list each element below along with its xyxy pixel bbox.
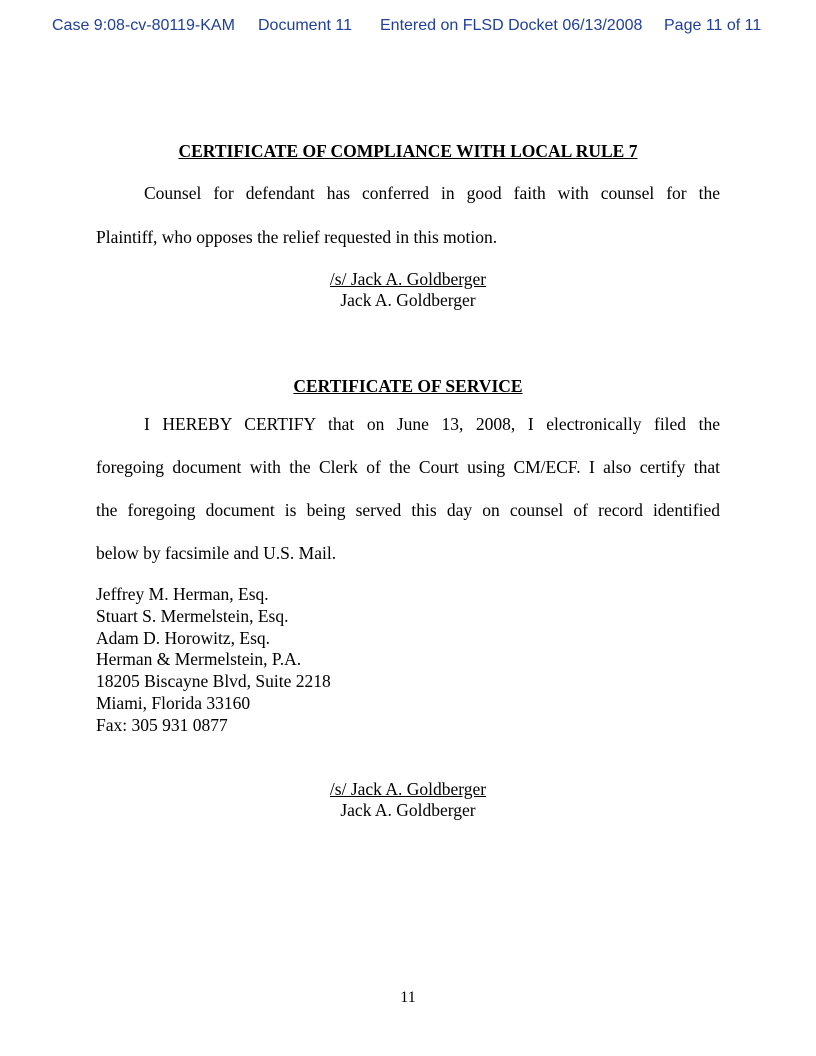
compliance-text-line: Plaintiff, who opposes the relief requested in this motion. — [96, 227, 498, 247]
service-heading: CERTIFICATE OF SERVICE — [293, 376, 523, 396]
recipient-line: Stuart S. Mermelstein, Esq. — [96, 605, 289, 626]
recipient-line: Miami, Florida 33160 — [96, 692, 251, 713]
header-document-number: Document 11 — [258, 17, 352, 34]
service-text-line: the foregoing document is being served this day on counsel of record identified — [96, 500, 720, 520]
recipient-line: Fax: 305 931 0877 — [96, 714, 228, 735]
compliance-text-line: Counsel for defendant has conferred in good faith with counsel for the — [144, 183, 720, 203]
header-entered-date: Entered on FLSD Docket 06/13/2008 — [380, 17, 643, 34]
ecf-header-stamp — [52, 17, 772, 39]
service-text-line: foregoing document with the Clerk of the Court using CM/ECF. I also certify that — [96, 457, 720, 477]
recipient-line: Adam D. Horowitz, Esq. — [96, 627, 271, 648]
service-signature-s-line: /s/ Jack A. Goldberger — [329, 779, 487, 799]
recipient-line: Herman & Mermelstein, P.A. — [96, 649, 302, 670]
service-text-line: I HEREBY CERTIFY that on June 13, 2008, I electronically filed the — [144, 414, 720, 434]
compliance-signature-name: Jack A. Goldberger — [340, 290, 476, 310]
compliance-signature-s-line: /s/ Jack A. Goldberger — [329, 269, 487, 289]
compliance-heading: CERTIFICATE OF COMPLIANCE WITH LOCAL RULE 7 — [178, 141, 638, 161]
service-signature-name: Jack A. Goldberger — [340, 800, 476, 820]
header-page-count: Page 11 of 11 — [664, 17, 762, 34]
header-case-number: Case 9:08-cv-80119-KAM — [52, 17, 235, 34]
service-recipient-address — [96, 584, 496, 737]
page-number: 11 — [400, 989, 416, 1006]
recipient-line: Jeffrey M. Herman, Esq. — [96, 584, 269, 604]
service-text-line: below by facsimile and U.S. Mail. — [96, 543, 337, 563]
recipient-line: 18205 Biscayne Blvd, Suite 2218 — [96, 671, 331, 692]
